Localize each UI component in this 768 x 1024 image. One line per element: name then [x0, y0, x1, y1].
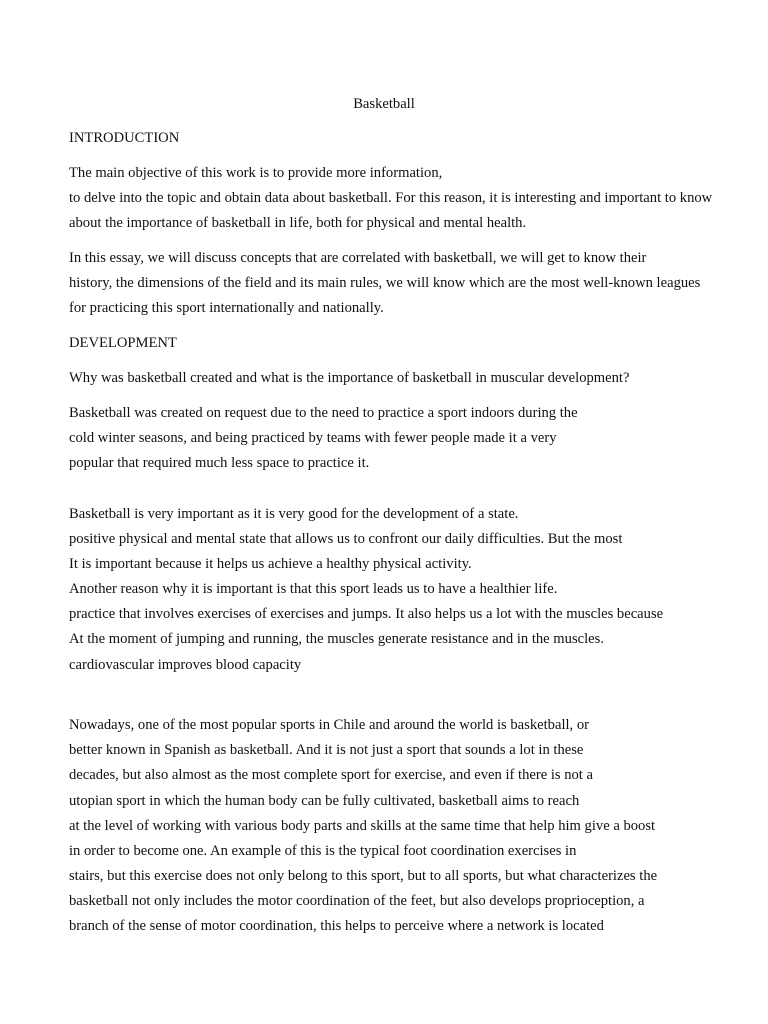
introduction-heading: INTRODUCTION [69, 130, 180, 146]
dev-para3-line: stairs, but this exercise does not only belong to this sport, but to all sports, but what characterizes the [69, 868, 658, 884]
dev-para3-line: basketball not only includes the motor coordination of the feet, but also develops proprioception, a [69, 893, 645, 909]
dev-para2-line: At the moment of jumping and running, the muscles generate resistance and in the muscles. [69, 631, 604, 647]
dev-para3-line: decades, but also almost as the most complete sport for exercise, and even if there is not a [69, 767, 593, 783]
intro-para2-line: history, the dimensions of the field and its main rules, we will know which are the most well-known leagues [69, 275, 701, 291]
dev-para3-line: branch of the sense of motor coordination, this helps to perceive where a network is located [69, 918, 604, 934]
development-heading: DEVELOPMENT [69, 335, 177, 351]
dev-para2-line: cardiovascular improves blood capacity [69, 657, 302, 673]
dev-para1-line: popular that required much less space to practice it. [69, 455, 370, 471]
intro-para1-line: to delve into the topic and obtain data about basketball. For this reason, it is interesting and important to know [69, 190, 713, 206]
dev-para3-line: Nowadays, one of the most popular sports in Chile and around the world is basketball, or [69, 717, 590, 733]
dev-para3-line: in order to become one. An example of this is the typical foot coordination exercises in [69, 843, 577, 859]
dev-para2-line: It is important because it helps us achieve a healthy physical activity. [69, 556, 472, 572]
intro-para2-line: for practicing this sport internationally and nationally. [69, 300, 384, 316]
dev-para2-line: Another reason why it is important is that this sport leads us to have a healthier life. [69, 581, 558, 597]
dev-para3-line: at the level of working with various body parts and skills at the same time that help him give a boost [69, 818, 656, 834]
document-title: Basketball [353, 96, 415, 112]
dev-para1-line: Basketball was created on request due to the need to practice a sport indoors during the [69, 405, 578, 421]
intro-para1-line: about the importance of basketball in life, both for physical and mental health. [69, 215, 527, 231]
dev-para2-line: Basketball is very important as it is very good for the development of a state. [69, 506, 519, 522]
dev-para3-line: utopian sport in which the human body can be fully cultivated, basketball aims to reach [69, 793, 580, 809]
dev-para2-line: positive physical and mental state that allows us to confront our daily difficulties. But the most [69, 531, 623, 547]
dev-para1-line: cold winter seasons, and being practiced by teams with fewer people made it a very [69, 430, 557, 446]
intro-para1-line: The main objective of this work is to provide more information, [69, 165, 443, 181]
dev-para3-line: better known in Spanish as basketball. And it is not just a sport that sounds a lot in these [69, 742, 584, 758]
intro-para2-line: In this essay, we will discuss concepts that are correlated with basketball, we will get to know their [69, 250, 647, 266]
dev-para2-line: practice that involves exercises of exercises and jumps. It also helps us a lot with the muscles because [69, 606, 664, 622]
development-question: Why was basketball created and what is the importance of basketball in muscular development? [69, 370, 630, 386]
